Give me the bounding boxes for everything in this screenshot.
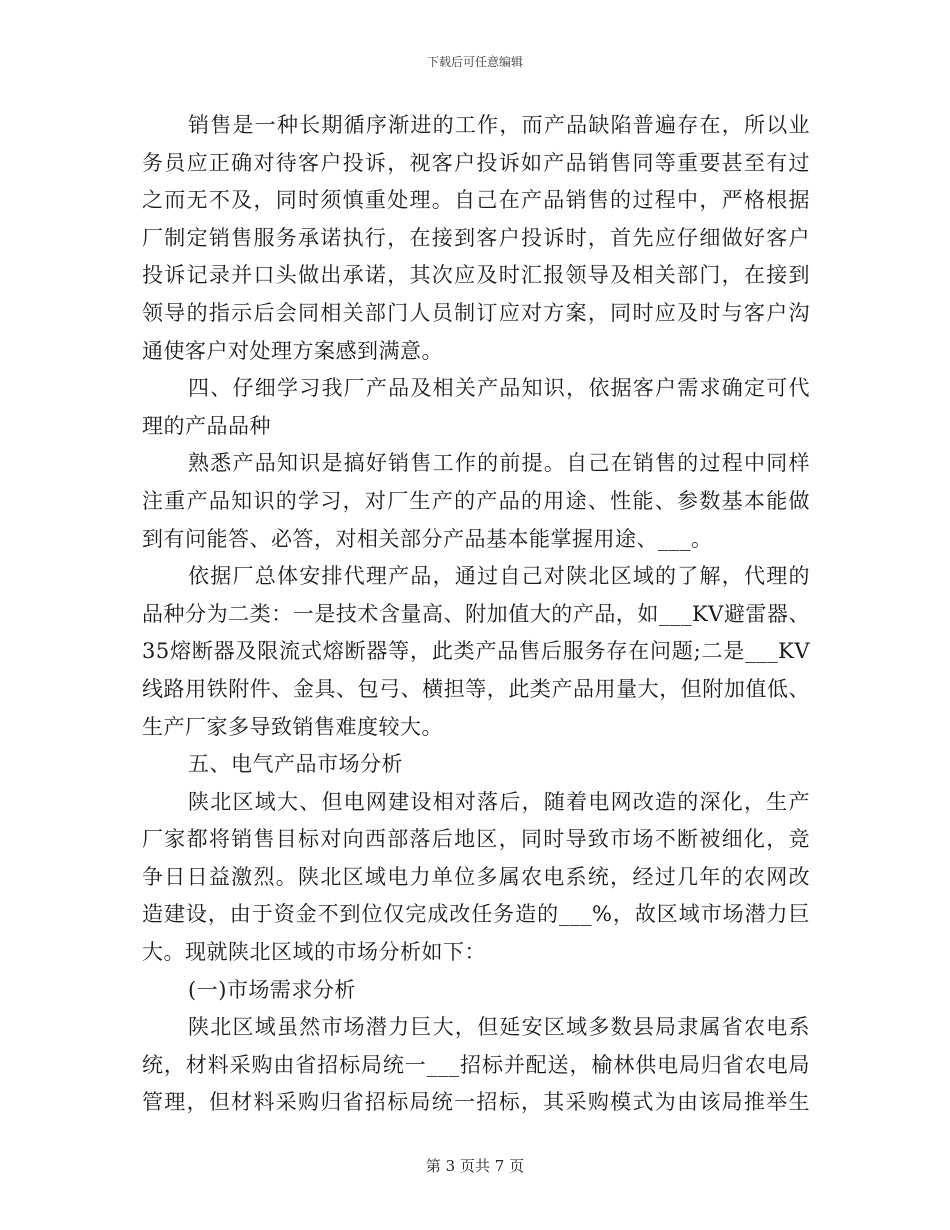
text-line: 品种分为二类：一是技术含量高、附加值大的产品，如___KV避雷器、 <box>142 601 810 626</box>
text-line: 到有问能答、必答，对相关部分产品基本能掌握用途、___。 <box>142 526 713 551</box>
text-line: 生产厂家多导致销售难度较大。 <box>142 714 443 739</box>
document-body <box>142 107 810 1122</box>
page-number: 第 3 页共 7 页 <box>425 1157 525 1175</box>
text-line: 之而无不及，同时须慎重处理。自己在产品销售的过程中，严格根据 <box>142 188 810 213</box>
text-line: 厂家都将销售目标对向西部落后地区，同时导致市场不断被细化，竞 <box>142 827 810 852</box>
text-line: 争日日益激烈。陕北区域电力单位多属农电系统，经过几年的农网改 <box>142 864 810 889</box>
text-line: 厂制定销售服务承诺执行，在接到客户投诉时，首先应仔细做好客户 <box>142 225 810 250</box>
text-line: 熟悉产品知识是搞好销售工作的前提。自己在销售的过程中同样 <box>188 451 810 476</box>
text-line: 35熔断器及限流式熔断器等，此类产品售后服务存在问题;二是___KV <box>142 639 810 664</box>
text-line: 投诉记录并口头做出承诺，其次应及时汇报领导及相关部门，在接到 <box>142 263 810 288</box>
text-line: 统，材料采购由省招标局统一___招标并配送，榆林供电局归省农电局 <box>142 1052 810 1077</box>
text-line: 销售是一种长期循序渐进的工作，而产品缺陷普遍存在，所以业 <box>188 113 810 137</box>
text-line: 领导的指示后会同相关部门人员制订应对方案，同时应及时与客户沟 <box>142 300 810 325</box>
text-line: 通使客户对处理方案感到满意。 <box>142 338 443 363</box>
text-line: 管理，但材料采购归省招标局统一招标，其采购模式为由该局推举生 <box>142 1090 810 1115</box>
section-heading: 五、电气产品市场分析 <box>188 752 403 777</box>
page-header: 下载后可任意编辑 <box>426 55 523 69</box>
section-heading: 四、仔细学习我厂产品及相关产品知识，依据客户需求确定可代 <box>188 376 810 401</box>
text-line: 务员应正确对待客户投诉，视客户投诉如产品销售同等重要甚至有过 <box>142 150 810 175</box>
text-line: 陕北区域大、但电网建设相对落后，随着电网改造的深化，生产 <box>188 789 810 814</box>
text-line: 造建设，由于资金不到位仅完成改任务造的___%，故区域市场潜力巨 <box>142 902 810 927</box>
text-line: 大。现就陕北区域的市场分析如下： <box>142 940 486 965</box>
section-heading-continued: 理的产品品种 <box>142 413 271 438</box>
text-line: 注重产品知识的学习，对厂生产的产品的用途、性能、参数基本能做 <box>142 488 810 513</box>
subsection-heading: (一)市场需求分析 <box>188 977 356 1002</box>
text-line: 依据厂总体安排代理产品，通过自己对陕北区域的了解，代理的 <box>188 564 810 589</box>
text-line: 线路用铁附件、金具、包弓、横担等，此类产品用量大，但附加值低、 <box>142 676 810 701</box>
text-line: 陕北区域虽然市场潜力巨大，但延安区域多数县局隶属省农电系 <box>188 1015 810 1040</box>
